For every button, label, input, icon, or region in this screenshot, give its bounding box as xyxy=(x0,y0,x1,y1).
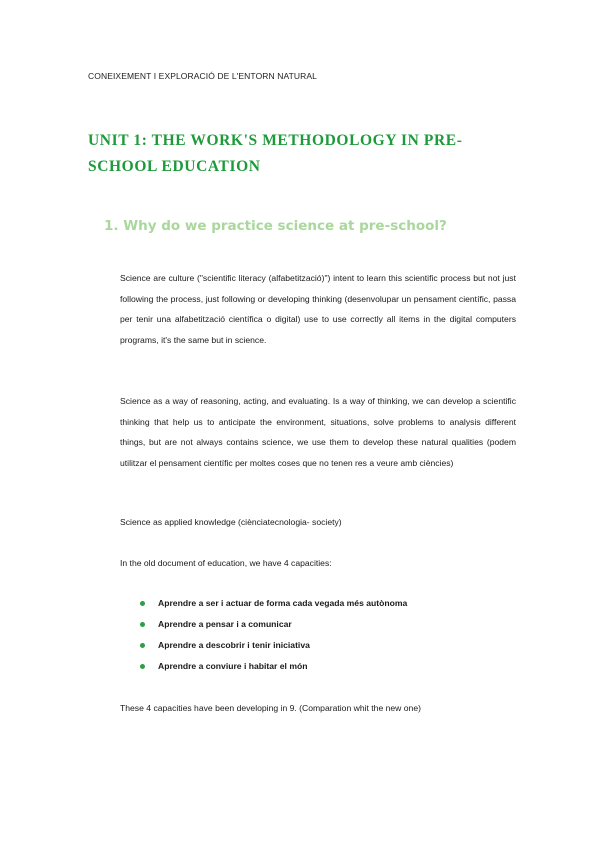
list-item-label: Aprendre a conviure i habitar el món xyxy=(158,661,308,671)
list-item xyxy=(140,593,520,614)
bullet-icon xyxy=(140,622,145,627)
bullet-icon xyxy=(140,664,145,669)
list-item-label: Aprendre a pensar i a comunicar xyxy=(158,619,292,629)
list-item xyxy=(140,635,520,656)
running-header: CONEIXEMENT I EXPLORACIÓ DE L'ENTORN NATURAL xyxy=(88,71,317,81)
capacities-list xyxy=(140,593,520,677)
paragraph-science-reasoning: Science as a way of reasoning, acting, and evaluating. Is a way of thinking, we can develop a scientific thinking that help us to anticipate the environment, situations, solve problems to analysis different things, but are not always contains science, we use them to develop these natural qualities (podem utilitzar el pensament científic per moltes coses que no tenen res a veure amb ciències) xyxy=(120,396,516,468)
unit-title: UNIT 1: THE WORK'S METHODOLOGY IN PRE-SCHOOL EDUCATION xyxy=(88,132,463,175)
paragraph-applied-knowledge: Science as applied knowledge (ciènciatecnologia- society) xyxy=(120,517,342,527)
section-heading: 1. Why do we practice science at pre-school? xyxy=(104,218,447,234)
paragraph-capacities-note: These 4 capacities have been developing in 9. (Comparation whit the new one) xyxy=(120,703,421,713)
bullet-icon xyxy=(140,643,145,648)
list-item-label: Aprendre a ser i actuar de forma cada vegada més autònoma xyxy=(158,598,408,608)
list-item xyxy=(140,614,520,635)
paragraph-science-culture: Science are culture ("scientific literacy (alfabetització)") intent to learn this scientific process but not just following the process, just following or developing thinking (desenvolupar un pensament científic, passa per tenir una alfabetització científica o digital) use to use correctly all items in the digital computers programs, it's the same but in science. xyxy=(120,273,516,345)
list-item xyxy=(140,656,520,677)
list-item-label: Aprendre a descobrir i tenir iniciativa xyxy=(158,640,310,650)
bullet-icon xyxy=(140,601,145,606)
paragraph-capacities-intro: In the old document of education, we have 4 capacities: xyxy=(120,558,332,568)
